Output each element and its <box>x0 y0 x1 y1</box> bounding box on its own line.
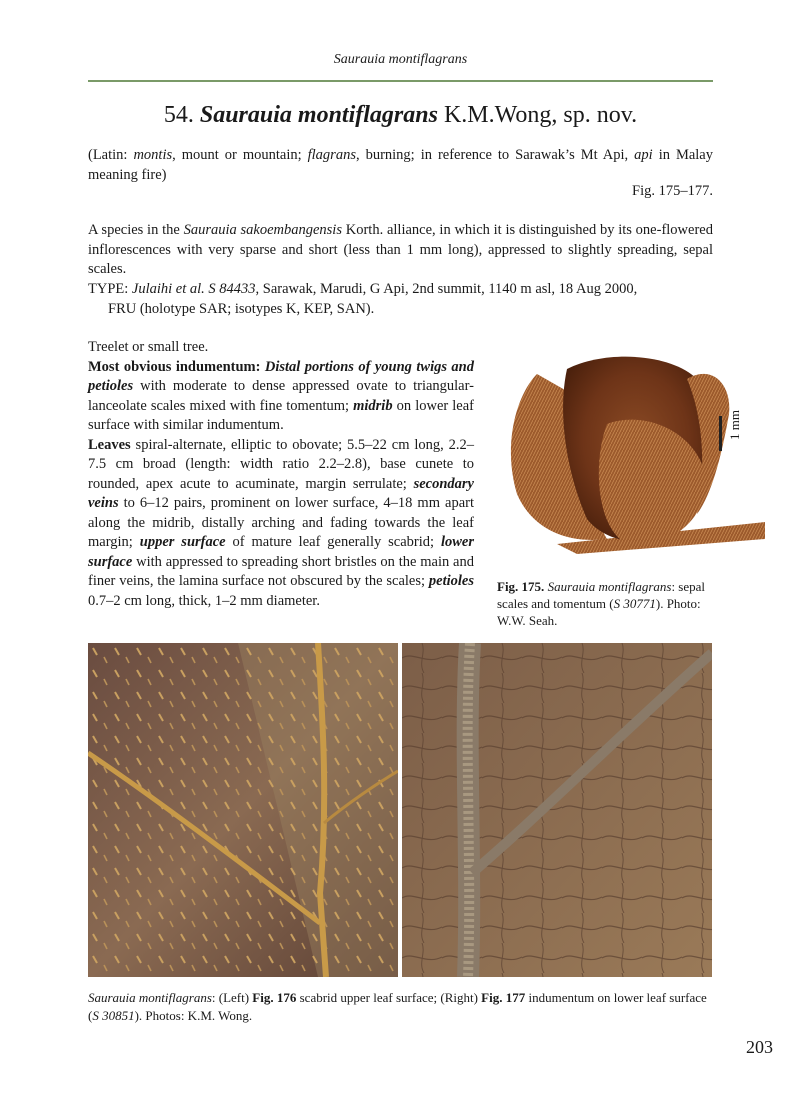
etym-montis: montis <box>133 147 173 163</box>
diagnosis: A species in the Saurauia sakoembangensis Korth. alliance, in which it is distinguished by its one-flowered inflorescences with very sparse and short (less than 1 mm long), appressed to slightly spreading, sepal scales. <box>88 222 713 277</box>
type-collector: Julaihi et al. S 84433 <box>131 281 256 297</box>
species-author: K.M.Wong, sp. nov. <box>443 102 638 128</box>
scale-label: 1 mm <box>727 410 742 440</box>
species-name: Saurauia montiflagrans <box>199 102 438 128</box>
figure-175-caption: Fig. 175. Saurauia montiflagrans: sepal scales and tomentum (S 30771). Photo: W.W. Seah. <box>497 579 706 628</box>
figure-175-flower-photo <box>497 354 765 557</box>
figure-176-177-caption: Saurauia montiflagrans: (Left) Fig. 176 scabrid upper leaf surface; (Right) Fig. 177 indumentum on lower leaf surface (S 30851). Photos: K.M. Wong. <box>88 990 707 1023</box>
indumentum-paragraph: Most obvious indumentum: Distal portions of young twigs and petioles with moderate to dense appressed ovate to triangular-lanceolate scales mixed with fine tomentum; midrib on lower leaf surface with similar indumentum. <box>88 358 474 433</box>
header-rule <box>88 80 713 82</box>
species-number: 54. <box>163 102 194 128</box>
type-specimen: TYPE: Julaihi et al. S 84433, Sarawak, Marudi, G Api, 2nd summit, 1140 m asl, 18 Aug 2000, FRU (holotype SAR; isotypes K, KEP, SAN). <box>88 280 713 319</box>
habit: Treelet or small tree. <box>88 339 209 355</box>
figure-reference: Fig. 175–177. <box>632 183 713 199</box>
page-number: 203 <box>746 1037 773 1057</box>
species-title <box>88 102 713 129</box>
etymology: (Latin: montis, mount or mountain; flagrans, burning; in reference to Sarawak’s Mt Api, api in Malay meaning fire) <box>88 147 713 183</box>
etym-api: api <box>634 147 653 163</box>
figure-177-lower-leaf-photo <box>402 643 712 977</box>
figure-176-upper-leaf-photo <box>88 643 398 977</box>
description <box>88 338 474 611</box>
running-head: Saurauia montiflagrans <box>333 52 468 67</box>
alliance-name: Saurauia sakoembangensis <box>183 222 342 238</box>
leaves-paragraph: Leaves spiral-alternate, elliptic to obovate; 5.5–22 cm long, 2.2–7.5 cm broad (length: width ratio 2.2–2.8), base cunete to rounded, apex acute to acuminate, margin serrulate; secondary veins to 6–12 pairs, prominent on lower surface, 4–18 mm apart along the midrib, distally arching and fading towards the leaf margin; upper surface of mature leaf generally scabrid; lower surface with appressed to spreading short bristles on the main and finer veins, the lamina surface not obscured by the scales; petioles 0.7–2 cm long, thick, 1–2 mm diameter. <box>88 436 474 609</box>
etym-flagrans: flagrans <box>307 147 356 163</box>
type-line2: FRU (holotype SAR; isotypes K, KEP, SAN). <box>108 300 375 317</box>
scale-bar <box>719 416 722 451</box>
